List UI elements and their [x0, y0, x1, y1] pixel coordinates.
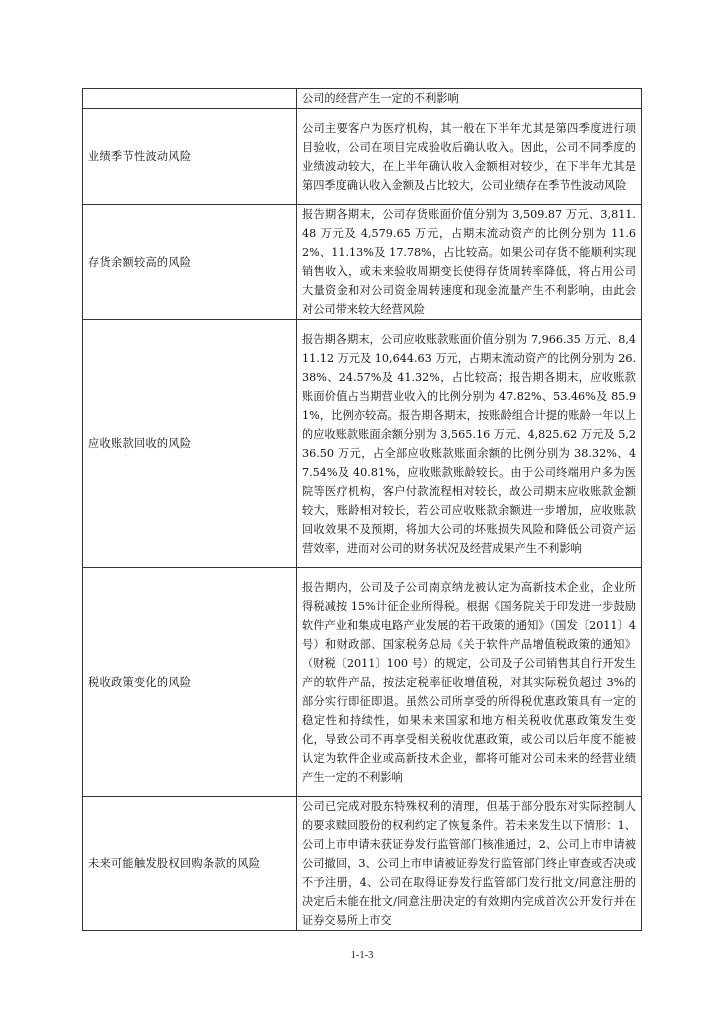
risk-description-cell: 公司已完成对股东特殊权利的清理，但基于部分股东对实际控制人的要求赎回股份的权利约定了恢复条件。若未来发生以下情形：1、公司上市申请未获证券发行监管部门核准通过，2、公司上市申请被公司撤回，3、公司上市申请被证券发行监管部门终止审查或否决或不予注册，4、公司在取得证券发行监管部门发行批文/同意注册的决定后未能在批文/同意注册决定的有效期内完成首次公开发行并在证券交易所上市交	[297, 797, 642, 931]
risk-description-cell: 报告期各期末，公司应收账款账面价值分别为 7,966.35 万元、8,411.12 万元及 10,644.63 万元，占期末流动资产的比例分别为 26.38%、24.57%及 41.32%，占比较高；报告期各期末，应收账款账面价值占当期营业收入的比例分别为 47.82%、53.46%及 85.91%，比例亦较高。报告期各期末，按账龄组合计提的账龄一年以上的应收账款账面余额分别为 3,565.16 万元、4,825.62 万元及 5,236.50 万元，占全部应收账款账面余额的比例分别为 38.32%、47.54%及 40.81%，应收账款账龄较长。由于公司终端用户多为医院等医疗机构，客户付款流程相对较长，故公司期末应收账款金额较大，账龄相对较长，若公司应收账款余额进一步增加，应收账款回收效果不及预期，将加大公司的坏账损失风险和降低公司资产运营效率，进而对公司的财务状况及经营成果产生不利影响	[297, 320, 642, 568]
table-row	[83, 568, 642, 797]
risk-description-cell: 报告期内，公司及子公司南京纳龙被认定为高新技术企业，企业所得税减按 15%计征企业所得税。根据《国务院关于印发进一步鼓励软件产业和集成电路产业发展的若干政策的通知》（国发〔2011〕4 号）和财政部、国家税务总局《关于软件产品增值税政策的通知》（财税〔2011〕100 号）的规定，公司及子公司销售其自行开发生产的软件产品，按法定税率征收增值税，对其实际税负超过 3%的部分实行即征即退。虽然公司所享受的所得税优惠政策具有一定的稳定性和持续性，如果未来国家和地方相关税收优惠政策发生变化，导致公司不再享受相关税收优惠政策，或公司以后年度不能被认定为软件企业或高新技术企业，都将可能对公司未来的经营业绩产生一定的不利影响	[297, 568, 642, 797]
risk-name-cell: 未来可能触发股权回购条款的风险	[83, 797, 297, 931]
risk-name-cell: 业绩季节性波动风险	[83, 109, 297, 205]
risk-name-cell: 税收政策变化的风险	[83, 568, 297, 797]
risk-name-cell	[83, 89, 297, 109]
risk-name-cell: 存货余额较高的风险	[83, 205, 297, 320]
table-row	[83, 89, 642, 109]
risk-description-cell: 公司的经营产生一定的不利影响	[297, 89, 642, 109]
table-row	[83, 205, 642, 320]
risk-description-cell: 公司主要客户为医疗机构，其一般在下半年尤其是第四季度进行项目验收，公司在项目完成验收后确认收入。因此，公司不同季度的业绩波动较大，在上半年确认收入金额相对较少，在下半年尤其是第四季度确认收入金额及占比较大，公司业绩存在季节性波动风险	[297, 109, 642, 205]
table-row	[83, 797, 642, 931]
table-row	[83, 109, 642, 205]
risk-description-cell: 报告期各期末，公司存货账面价值分别为 3,509.87 万元、3,811.48 万元及 4,579.65 万元，占期末流动资产的比例分别为 11.62%、11.13%及 17.78%，占比较高。如果公司存货不能顺利实现销售收入，或未来验收周期变长使得存货周转率降低，将占用公司大量资金和对公司资金周转速度和现金流量产生不利影响，由此会对公司带来较大经营风险	[297, 205, 642, 320]
risk-factor-table	[82, 88, 642, 931]
table-row	[83, 320, 642, 568]
risk-name-cell: 应收账款回收的风险	[83, 320, 297, 568]
page-number: 1-1-3	[350, 950, 374, 961]
